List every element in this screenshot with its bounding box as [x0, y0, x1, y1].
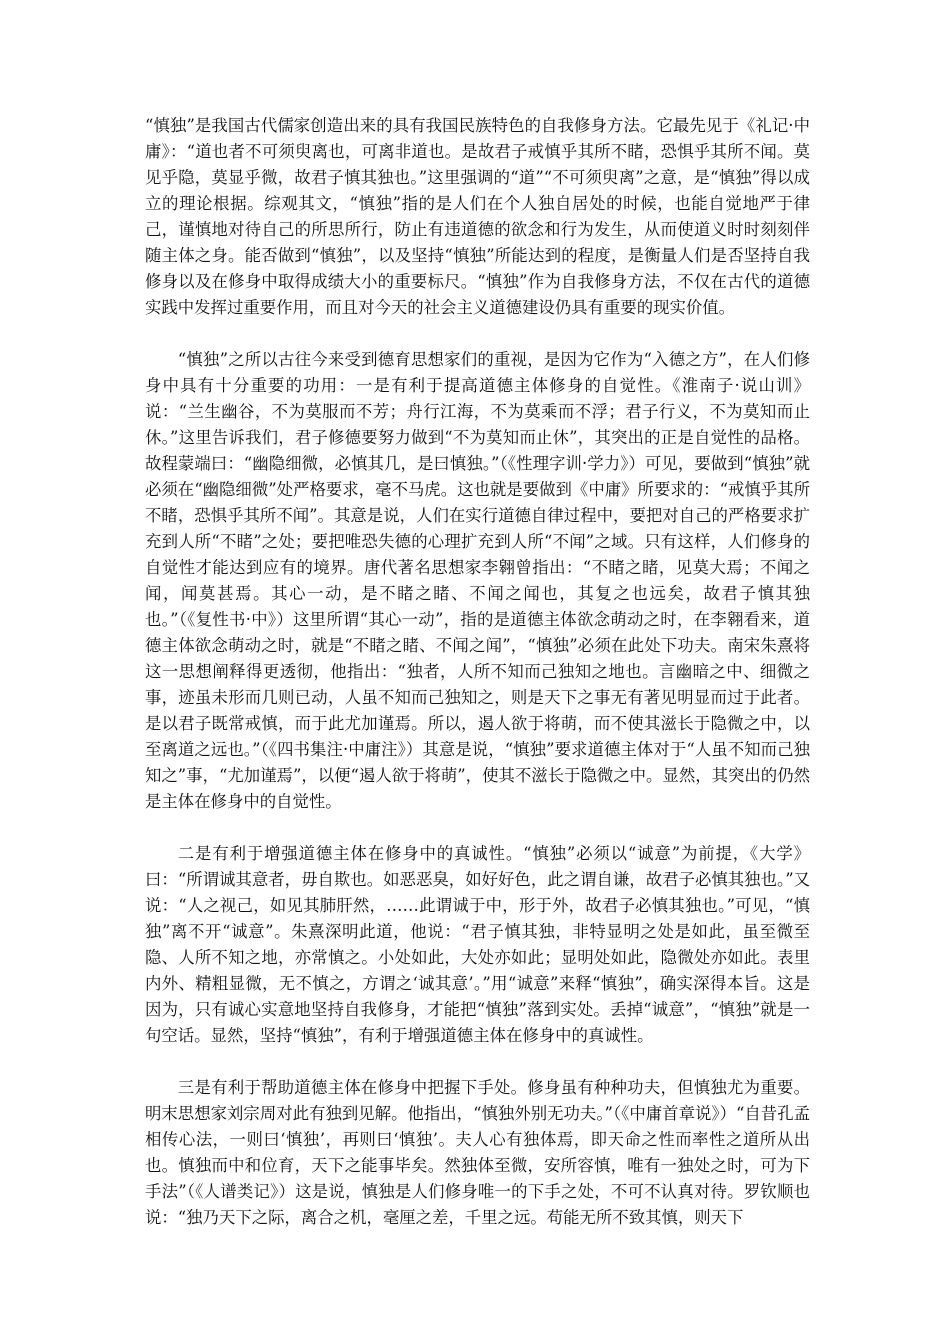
- paragraph-2: “慎独”之所以古往今来受到德育思想家们的重视，是因为它作为“入德之方”，在人们修身中具有十分重要的功用：一是有利于提高道德主体修身的自觉性。《淮南子·说山训》说：“兰生幽谷，不为莫服而不芳；舟行江海，不为莫乘而不浮；君子行义，不为莫知而止休。”这里告诉我们，君子修德要努力做到“不为莫知而止休”，其突出的正是自觉性的品格。故程蒙端曰：“幽隐细微，必慎其几，是曰慎独。”（《性理字训·学力》）可见，要做到“慎独”就必须在“幽隐细微”处严格要求，毫不马虎。这也就是要做到《中庸》所要求的：“戒慎乎其所不睹，恐惧乎其所不闻”。其意是说，人们在实行道德自律过程中，要把对自己的严格要求扩充到人所“不睹”之处；要把唯恐失德的心理扩充到人所“不闻”之域。只有这样，人们修身的自觉性才能达到应有的境界。唐代著名思想家李翱曾指出：“不睹之睹，见莫大焉；不闻之闻，闻莫甚焉。其心一动，是不睹之睹、不闻之闻也，其复之也远矣，故君子慎其独也。”（《复性书·中》）这里所谓“其心一动”，指的是道德主体欲念萌动之时，在李翱看来，道德主体欲念萌动之时，就是“不睹之睹、不闻之闻”，“慎独”必须在此处下功夫。南宋朱熹将这一思想阐释得更透彻，他指出：“独者，人所不知而己独知之地也。言幽暗之中、细微之事，迹虽未形而几则已动，人虽不知而己独知之，则是天下之事无有著见明显而过于此者。是以君子既常戒慎，而于此尤加谨焉。所以，遏人欲于将萌，而不使其滋长于隐微之中，以至离道之远也。”（《四书集注·中庸注》）其意是说，“慎独”要求道德主体对于“人虽不知而己独知之”事，“尤加谨焉”，以便“遏人欲于将萌”，使其不滋长于隐微之中。显然，其突出的仍然是主体在修身中的自觉性。: [145, 350, 810, 811]
- paragraph-1: “慎独”是我国古代儒家创造出来的具有我国民族特色的自我修身方法。它最先见于《礼记·中庸》：“道也者不可须臾离也，可离非道也。是故君子戒慎乎其所不睹，恐惧乎其所不闻。莫见乎隐，莫显乎微，故君子慎其独也。”这里强调的“道”“不可须臾离”之意，是“慎独”得以成立的理论根据。综观其文，“慎独”指的是人们在个人独自居处的时候，也能自觉地严于律己，谨慎地对待自己的所思所行，防止有违道德的欲念和行为发生，从而使道义时时刻刻伴随主体之身。能否做到“慎独”，以及坚持“慎独”所能达到的程度，是衡量人们是否坚持自我修身以及在修身中取得成绩大小的重要标尺。“慎独”作为自我修身方法，不仅在古代的道德实践中发挥过重要作用，而且对今天的社会主义道德建设仍具有重要的现实价值。: [145, 116, 810, 317]
- paragraph-3: 二是有利于增强道德主体在修身中的真诚性。“慎独”必须以“诚意”为前提，《大学》曰：“所谓诚其意者，毋自欺也。如恶恶臭，如好好色，此之谓自谦，故君子必慎其独也。”又说：“人之视己，如见其肺肝然，……此谓诚于中，形于外，故君子必慎其独也。”可见，“慎独”离不开“诚意”。朱熹深明此道，他说：“君子慎其独，非特显明之处是如此，虽至微至隐、人所不知之地，亦常慎之。小处如此，大处亦如此；显明处如此，隐微处亦如此。表里内外、精粗显微，无不慎之，方谓之‘诚其意’。”用“诚意”来释“慎独”，确实深得本旨。这是因为，只有诚心实意地坚持自我修身，才能把“慎独”落到实处。丢掉“诚意”，“慎独”就是一句空话。显然，坚持“慎独”，有利于增强道德主体在修身中的真诚性。: [145, 844, 810, 1045]
- paragraph-4: 三是有利于帮助道德主体在修身中把握下手处。修身虽有种种功夫，但慎独尤为重要。明末思想家刘宗周对此有独到见解。他指出，“慎独外别无功夫。”（《中庸首章说》）“自昔孔孟相传心法，一则曰‘慎独’，再则曰‘慎独’。夫人心有独体焉，即天命之性而率性之道所从出也。慎独而中和位育，天下之能事毕矣。然独体至微，安所容慎，唯有一独处之时，可为下手法”（《人谱类记》）这是说，慎独是人们修身唯一的下手之处，不可不认真对待。罗钦顺也说：“独乃天下之际，离合之机，毫厘之差，千里之远。苟能无所不致其慎，则天下: [145, 1078, 810, 1227]
- document-body: [145, 113, 810, 1231]
